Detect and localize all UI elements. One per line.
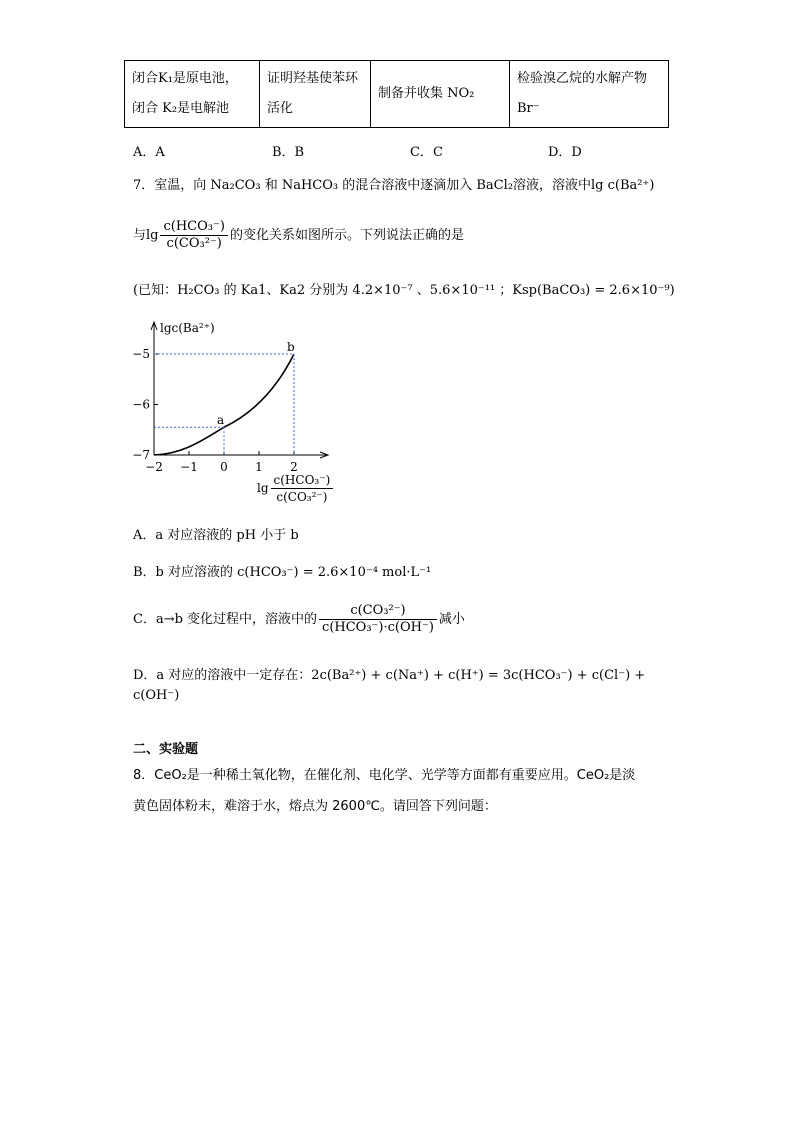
option-a-cell [125, 61, 260, 128]
q7-option-a: A．a 对应溶液的 pH 小于 b [133, 528, 299, 543]
x-axis-numerator: c(HCO₃⁻) [271, 472, 334, 489]
q7-option-c-pre: C．a→b 变化过程中，溶液中的 [133, 612, 318, 627]
option-b-line2: 活化 [267, 101, 294, 116]
y-tick-label: −6 [132, 397, 150, 412]
q7-line2-post: 的变化关系如图所示。下列说法正确的是 [229, 228, 464, 243]
q7-option-c-fraction [319, 603, 437, 636]
q7-frac-denominator: c(CO₃²⁻) [166, 236, 222, 251]
point-label-a: a [217, 413, 225, 428]
x-tick-label: 0 [220, 460, 228, 474]
q7-line2-pre: 与lg [133, 228, 159, 243]
answer-c: C．C [410, 145, 443, 160]
options-table [124, 60, 669, 128]
y-axis-label: lgc(Ba²⁺) [160, 321, 215, 335]
section-title: 二、实验题 [133, 742, 199, 757]
option-c-cell [371, 61, 510, 128]
q7-frac-numerator: c(HCO₃⁻) [160, 219, 227, 236]
q7-known-constants: (已知：H₂CO₃ 的 Ka1、Ka2 分别为 4.2×10⁻⁷ 、5.6×10⁻¹¹ ；Ksp(BaCO₃) = 2.6×10⁻⁹) [133, 283, 675, 298]
option-c-text: 制备并收集 NO₂ [378, 86, 475, 101]
x-tick-label: −1 [180, 460, 198, 474]
q7-line1: 7．室温，向 Na₂CO₃ 和 NaHCO₃ 的混合溶液中逐滴加入 BaCl₂溶液，溶液中lg c(Ba²⁺) [133, 178, 655, 193]
option-a-line1: 闭合K₁是原电池， [132, 71, 238, 86]
q7-option-c-numerator: c(CO₃²⁻) [319, 603, 437, 620]
q8-line1: 8．CeO₂是一种稀土氧化物，在催化剂、电化学、光学等方面都有重要应用。CeO₂是淡 [133, 768, 636, 783]
option-d-line1: 检验溴乙烷的水解产物 [517, 71, 648, 86]
q7-option-c-post: 减小 [438, 612, 465, 627]
y-tick-label: −5 [132, 347, 150, 361]
q7-option-b: B．b 对应溶液的 c(HCO₃⁻) = 2.6×10⁻⁴ mol·L⁻¹ [133, 565, 432, 580]
q7-option-c [133, 603, 465, 636]
x-axis-denominator: c(CO₃²⁻) [276, 490, 328, 504]
x-axis-prefix: lg [257, 481, 269, 495]
x-tick-label: 2 [290, 460, 298, 474]
answer-d: D．D [548, 145, 582, 160]
x-tick-label: 1 [255, 460, 263, 474]
q7-option-d: D．a 对应的溶液中一定存在：2c(Ba²⁺) + c(Na⁺) + c(H⁺) = 3c(HCO₃⁻) + c(Cl⁻) + c(OH⁻) [133, 668, 646, 703]
answer-b: B．B [272, 145, 305, 160]
option-b-cell [260, 61, 371, 128]
y-tick-label: −7 [132, 448, 150, 462]
x-axis-fraction [271, 472, 334, 505]
option-d-line2: Br⁻ [517, 101, 540, 116]
q7-line2 [133, 219, 464, 252]
q7-ratio-fraction [160, 219, 227, 252]
option-b-line1: 证明羟基使苯环 [267, 71, 359, 86]
chart-x-axis-label [257, 472, 335, 505]
x-tick-label: −2 [145, 460, 163, 474]
option-d-cell [510, 61, 669, 128]
answer-a: A．A [133, 145, 165, 160]
point-label-b: b [287, 340, 295, 354]
option-a-line2: 闭合 K₂是电解池 [132, 101, 230, 116]
q8-line2: 黄色固体粉末，难溶于水，熔点为 2600℃。请回答下列问题： [133, 799, 497, 814]
q7-option-c-denominator: c(HCO₃⁻)·c(OH⁻) [322, 620, 434, 635]
